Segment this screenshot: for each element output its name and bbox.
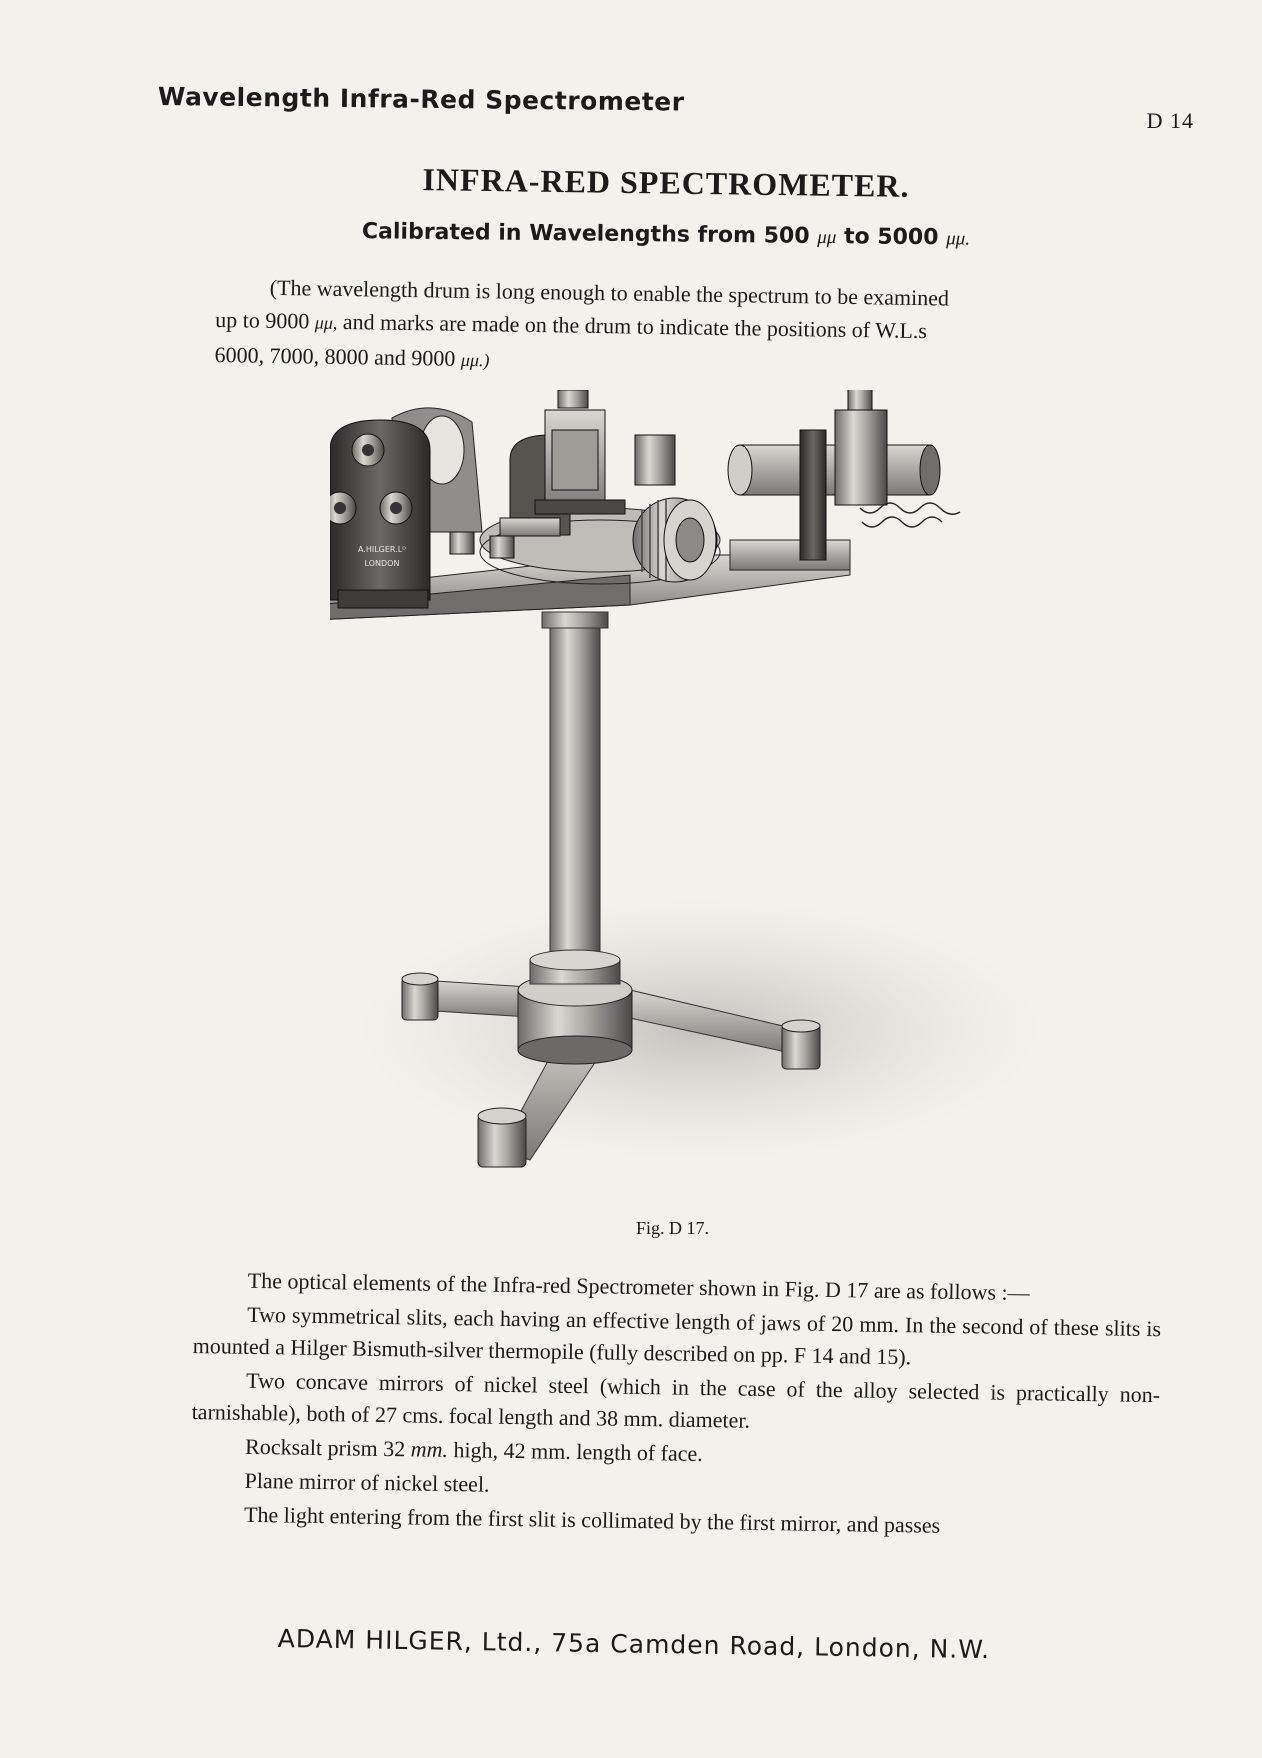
paragraph-light-path: The light entering from the first slit is collimated by the first mirror, and passes bbox=[243, 1501, 941, 1538]
page-number: D 14 bbox=[1146, 108, 1194, 133]
note-line-2-end: and marks are made on the drum to indicate the positions of W.L.s bbox=[337, 308, 928, 344]
paragraph-mirrors: Two concave mirrors of nickel steel (which in the case of the alloy selected is practically non-tarnishable), both of 27 cms. focal length and 38 mm. diameter. bbox=[191, 1367, 1161, 1433]
prism-text-end: high, 42 mm. length of face. bbox=[447, 1437, 703, 1467]
subtitle bbox=[0, 215, 1262, 253]
page-title: INFRA-RED SPECTROMETER. bbox=[422, 161, 910, 204]
note-line-2-start: up to 9000 bbox=[215, 306, 310, 334]
thermopile-tube bbox=[728, 390, 960, 560]
figure-caption: Fig. D 17. bbox=[636, 1218, 710, 1238]
prism-text-start: Rocksalt prism 32 bbox=[244, 1433, 411, 1462]
paragraph-intro: The optical elements of the Infra-red Spectrometer shown in Fig. D 17 are as follows :— bbox=[247, 1267, 1030, 1306]
running-title: Wavelength Infra-Red Spectrometer bbox=[157, 82, 685, 117]
prism-unit: mm. bbox=[410, 1436, 449, 1463]
subtitle-unit-2: μμ. bbox=[946, 228, 971, 250]
publisher-footer: ADAM HILGER, Ltd., 75a Camden Road, London, N.W. bbox=[277, 1624, 991, 1665]
maker-plate-line-2: LONDON bbox=[364, 559, 400, 568]
note-unit-a: μμ, bbox=[314, 312, 338, 333]
note-unit-b: μμ.) bbox=[460, 349, 490, 371]
calibration-note bbox=[214, 270, 1189, 388]
subtitle-unit-1: μμ bbox=[817, 226, 837, 249]
body-text bbox=[190, 1264, 1162, 1547]
note-line-3-start: 6000, 7000, 8000 and 9000 bbox=[214, 341, 456, 371]
paragraph-slits: Two symmetrical slits, each having an effective length of jaws of 20 mm. In the second of these slits is mounted a Hilger Bismuth-silver thermopile (fully described on pp. F 14 and 15). bbox=[192, 1301, 1162, 1370]
maker-plate-line-1: A.HILGER.Lᴰ bbox=[357, 545, 407, 554]
spectrometer-illustration bbox=[330, 390, 1070, 1220]
subtitle-prefix: Calibrated in Wavelengths from 500 bbox=[361, 219, 810, 249]
note-line-1: (The wavelength drum is long enough to enable the spectrum to be examined bbox=[269, 274, 950, 311]
paragraph-plane-mirror: Plane mirror of nickel steel. bbox=[244, 1467, 490, 1497]
subtitle-middle: to 5000 bbox=[836, 224, 939, 251]
